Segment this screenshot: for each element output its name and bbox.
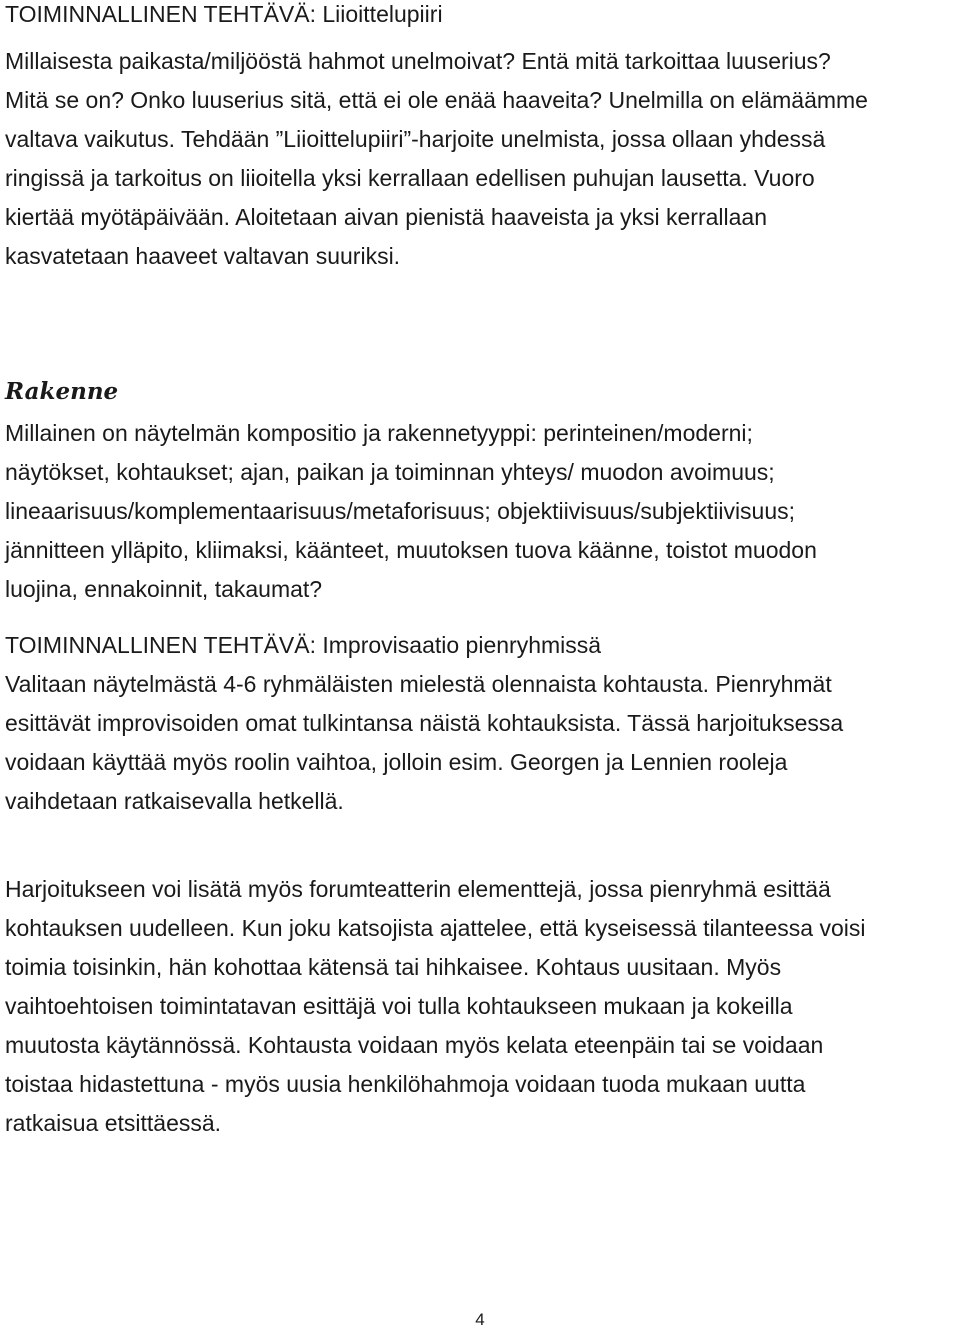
section-title: TOIMINNALLINEN TEHTÄVÄ: Improvisaatio pienryhmissä [5, 632, 602, 658]
paragraph-line: ratkaisua etsittäessä. [5, 1110, 222, 1136]
paragraph-line: valtava vaikutus. Tehdään ”Liioittelupiiri”-harjoite unelmista, jossa ollaan yhdessä [5, 126, 826, 152]
paragraph-line: toimia toisinkin, hän kohottaa kätensä tai hihkaisee. Kohtaus uusitaan. Myös [5, 954, 782, 980]
section-heading: Rakenne [5, 378, 119, 405]
paragraph-line: Millainen on näytelmän kompositio ja rakennetyyppi: perinteinen/moderni; [5, 420, 753, 446]
section-forumteatteri [5, 870, 955, 1143]
paragraph-line: jännitteen ylläpito, kliimaksi, käänteet, muutoksen tuova käänne, toistot muodon [5, 537, 817, 563]
section-rakenne [5, 370, 955, 609]
section-improvisaatio [5, 626, 955, 821]
paragraph-line: lineaarisuus/komplementaarisuus/metaforisuus; objektiivisuus/subjektiivisuus; [5, 498, 796, 524]
paragraph-line: ringissä ja tarkoitus on liioitella yksi kerrallaan edellisen puhujan lausetta. Vuoro [5, 165, 815, 191]
paragraph-line: Mitä se on? Onko luuserius sitä, että ei ole enää haaveita? Unelmilla on elämäämme [5, 87, 868, 113]
spacer [5, 821, 955, 870]
paragraph-line: toistaa hidastettuna - myös uusia henkilöhahmoja voidaan tuoda mukaan uutta [5, 1071, 806, 1097]
paragraph-line: näytökset, kohtaukset; ajan, paikan ja toiminnan yhteys/ muodon avoimuus; [5, 459, 775, 485]
section-liioittelupiiri [5, 0, 955, 276]
paragraph-line: kohtauksen uudelleen. Kun joku katsojista ajattelee, että kyseisessä tilanteessa voisi [5, 915, 866, 941]
document-page [5, 0, 955, 1143]
page-number: 4 [475, 1310, 485, 1329]
paragraph-line: luojina, ennakoinnit, takaumat? [5, 576, 323, 602]
spacer [5, 34, 955, 42]
spacer [5, 609, 955, 626]
section-title: TOIMINNALLINEN TEHTÄVÄ: Liioittelupiiri [5, 1, 443, 27]
paragraph-line: esittävät improvisoiden omat tulkintansa näistä kohtauksista. Tässä harjoituksessa [5, 710, 844, 736]
paragraph-line: Harjoitukseen voi lisätä myös forumteatterin elementtejä, jossa pienryhmä esittää [5, 876, 831, 902]
paragraph-line: kasvatetaan haaveet valtavan suuriksi. [5, 243, 401, 269]
paragraph-line: muutosta käytännössä. Kohtausta voidaan myös kelata eteenpäin tai se voidaan [5, 1032, 824, 1058]
spacer [5, 276, 955, 370]
paragraph-line: Millaisesta paikasta/miljööstä hahmot unelmoivat? Entä mitä tarkoittaa luuserius? [5, 48, 831, 74]
paragraph-line: Valitaan näytelmästä 4-6 ryhmäläisten mielestä olennaista kohtausta. Pienryhmät [5, 671, 832, 697]
paragraph-line: kiertää myötäpäivään. Aloitetaan aivan pienistä haaveista ja yksi kerrallaan [5, 204, 767, 230]
paragraph-line: vaihtoehtoisen toimintatavan esittäjä voi tulla kohtaukseen mukaan ja kokeilla [5, 993, 793, 1019]
paragraph-line: vaihdetaan ratkaisevalla hetkellä. [5, 788, 344, 814]
paragraph-line: voidaan käyttää myös roolin vaihtoa, jolloin esim. Georgen ja Lennien rooleja [5, 749, 788, 775]
